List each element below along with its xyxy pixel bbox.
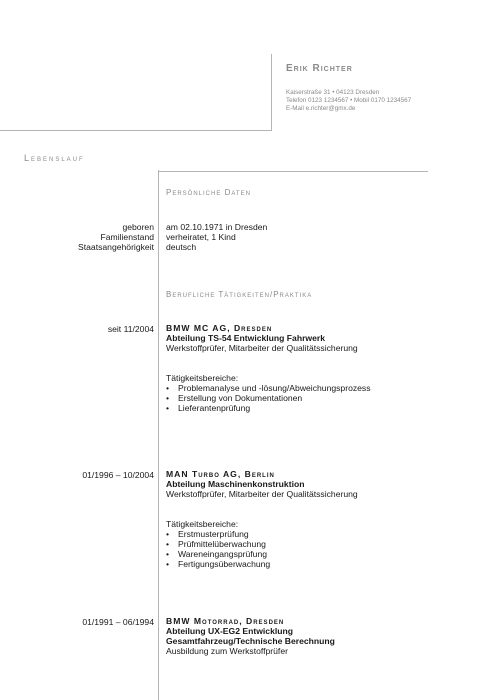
- job-role: Ausbildung zum Werkstoffprüfer: [166, 646, 288, 656]
- list-item: • Problemanalyse und -lösung/Abweichungsprozess: [166, 383, 371, 393]
- list-item: • Prüfmittelüberwachung: [166, 539, 266, 549]
- job-department: Abteilung Maschinenkonstruktion: [166, 479, 305, 489]
- label-marital-status: Familienstand: [100, 232, 154, 242]
- section-heading-personal: Persönliche Daten: [166, 188, 251, 197]
- address-line: Kaiserstraße 31 • 04123 Dresden: [286, 89, 380, 96]
- job-company: BMW MC AG, Dresden: [166, 323, 273, 333]
- job-department: Abteilung UX-EG2 Entwicklung: [166, 626, 294, 636]
- label-born: geboren: [122, 222, 154, 232]
- job-department-secondary: Gesamtfahrzeug/Technische Berechnung: [166, 636, 335, 646]
- section-divider-vertical: [158, 170, 159, 700]
- section-heading-experience: Berufliche Tätigkeiten/Praktika: [166, 290, 313, 299]
- job-company: BMW Motorrad, Dresden: [166, 616, 285, 626]
- list-item: • Erstmusterprüfung: [166, 529, 249, 539]
- section-divider-horizontal: [158, 171, 428, 172]
- value-nationality: deutsch: [166, 242, 197, 252]
- label-nationality: Staatsangehörigkeit: [78, 242, 154, 252]
- tasks-label: Tätigkeitsbereiche:: [166, 519, 239, 529]
- value-born: am 02.10.1971 in Dresden: [166, 222, 268, 232]
- list-item: • Fertigungsüberwachung: [166, 559, 271, 569]
- job-period: seit 11/2004: [107, 324, 154, 334]
- tasks-label: Tätigkeitsbereiche:: [166, 373, 239, 383]
- cv-title: Lebenslauf: [24, 153, 85, 163]
- job-period: 01/1991 – 06/1994: [82, 617, 154, 627]
- job-period: 01/1996 – 10/2004: [82, 470, 154, 480]
- job-company: MAN Turbo AG, Berlin: [166, 469, 275, 479]
- applicant-name: Erik Richter: [286, 63, 353, 74]
- phone-line: Telefon 0123 1234567 • Mobil 0170 1234567: [286, 97, 412, 104]
- value-marital-status: verheiratet, 1 Kind: [166, 232, 236, 242]
- list-item: • Lieferantenprüfung: [166, 403, 251, 413]
- job-role: Werkstoffprüfer, Mitarbeiter der Qualitätssicherung: [166, 489, 358, 499]
- header-divider-horizontal: [0, 130, 272, 131]
- job-role: Werkstoffprüfer, Mitarbeiter der Qualitätssicherung: [166, 343, 358, 353]
- job-department: Abteilung TS-54 Entwicklung Fahrwerk: [166, 333, 326, 343]
- header-divider-vertical: [271, 54, 272, 130]
- list-item: • Erstellung von Dokumentationen: [166, 393, 303, 403]
- list-item: • Wareneingangsprüfung: [166, 549, 268, 559]
- email-line: E-Mail e.richter@gmx.de: [286, 105, 356, 112]
